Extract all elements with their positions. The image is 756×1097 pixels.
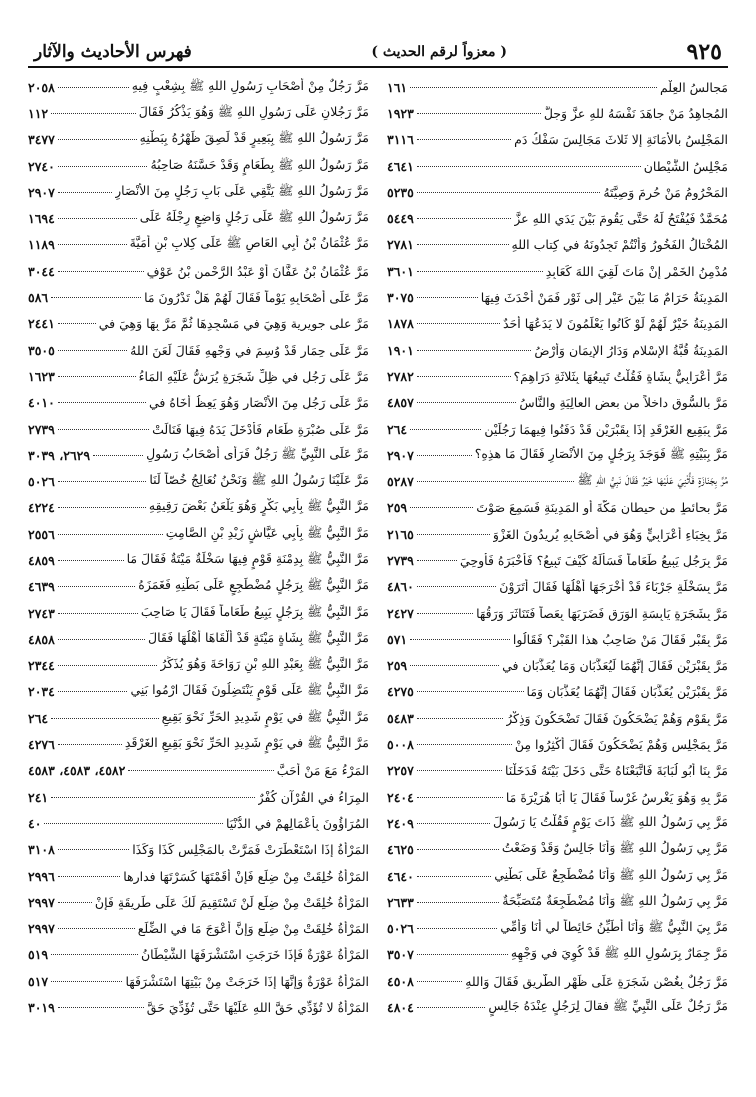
index-entry [387,705,728,731]
dot-leader [58,613,138,614]
dot-leader [58,928,135,929]
entry-text: مَرَّ النَّبِيُّ ﷺ بِشَاةٍ مَيْتَةٍ قَدْ أَلْقَاهَا أَهْلُهَا فَقَالَ [148,629,369,645]
entry-text: مَرَّ النَّبِيُّ ﷺ بِأَبِي عَيَّاشٍ زَيْدِ بْنِ الصَّامِتِ [165,524,369,540]
entry-text: مَرَّ رَجُلٌ مِنْ أَصْحَابِ رَسُولِ اللهِ ﷺ بِشِعْبٍ فِيهِ [131,77,369,93]
index-entry [387,994,728,1020]
hadith-number: ٤٦٤٠ [387,868,414,884]
hadith-number: ٢٤٤١ [28,316,55,332]
index-entry [387,337,728,363]
entry-text: مَرَّ بِقَوْمٍ وَهُمْ يَضْحَكُونَ فَقَالَ تَضْحَكُونَ وَذِكْرُ [506,710,728,726]
entry-text: مَرَّ أَعْرَابِيٌّ بِشَاةٍ فَقُلْتُ تَبِيعُهَا بِثَلاثَةِ دَرَاهِمَ؟ [513,368,728,384]
hadith-number: ٢٩٩٦ [28,868,55,884]
dot-leader [58,166,148,167]
index-entry [28,626,369,652]
dot-leader [58,902,92,903]
index-entry [28,74,369,100]
dot-leader [58,639,145,640]
entry-text: مَرَّ جِمَارٌ بِرَسُولِ اللهِ ﷺ قَدْ كُوِيَ في وَجْهِهِ [510,945,728,961]
entry-text: مَرَّ بِقَبْرَيْنِ يُعَذَّبَانِ فَقَالَ إِنَّهُمَا يُعَذَّبَانِ وَمَا [526,684,728,700]
hadith-number: ١٩٠١ [387,342,414,358]
index-entry [387,784,728,810]
index-entry [28,600,369,626]
hadith-number: ٥٢٣٥ [387,184,414,200]
dot-leader [58,534,163,535]
hadith-number: ٤٨٥٨ [28,631,55,647]
entry-text: مَرَّ عُثْمَانُ بْنُ أَبِي العَاصِ ﷺ عَلَى كِلابِ بْنِ أُمَيَّةَ [129,235,369,251]
index-entry [387,468,728,494]
hadith-number: ٣٥٠٥ [28,342,55,358]
entry-text: مَرَّ بِقَبْرَيْنِ فَقَالَ إِنَّهُمَا لَيُعَذَّبَانِ وَمَا يُعَذَّبَانِ في [502,658,728,674]
entry-text: مَرَّ بِقَبْرٍ فَقَالَ مَنْ صَاحِبُ هذا القَبْرِ؟ فَقَالُوا [512,631,728,647]
entry-text: مَرَّ عَلَى النَّبِيِّ ﷺ رَجُلٌ فَرَأَى أَصْحَابُ رَسُولِ [146,445,369,461]
hadith-number: ٢٩٩٧ [28,921,55,937]
hadith-number: ٣١٠٨ [28,842,55,858]
page-title: فهرس الأحاديث والآثار [34,42,192,62]
entry-text: المَرْأَةُ عَوْرَةٌ فَإِذَا خَرَجَتِ اسْتَشْرَفَهَا الشَّيْطَانُ [140,947,369,963]
hadith-number: ١٨٧٨ [387,316,414,332]
index-entry [387,153,728,179]
dot-leader [417,271,543,272]
index-entry [28,705,369,731]
entry-text: مَرَّ النَّبِيُّ ﷺ بِرَجُلٍ يَبِيعُ طَعَاماً فَقَالَ يَا صَاحِبَ [140,603,369,619]
entry-text: مَرَّ النَّبِيُّ ﷺ في يَوْمٍ شَدِيدِ الحَرِّ نَحْوَ بَقِيعِ الغَرْقَدِ [124,735,369,751]
entry-text: مَرَّ بِبَيْتِهِ ﷺ فَوَجَدَ بِرَجُلٍ مِنَ الأنْصَارِ فَقَالَ مَا هذِهِ؟ [474,445,728,461]
index-entry [387,574,728,600]
entry-text: مُرَّ بِجَنَازَةٍ فَأُثْنِيَ عَلَيْهَا خَيْرٌ فَقَالَ نَبِيُّ اللهِ ﷺ [577,472,728,488]
index-entry [387,863,728,889]
dot-leader [58,1007,144,1008]
hadith-number: ٢٤٢٧ [387,605,414,621]
hadith-number: ٢١٦٥ [387,526,414,542]
hadith-number: ١٦٩٤ [28,211,55,227]
index-entry [387,74,728,100]
dot-leader [51,297,141,298]
entry-text: مُحَمَّدٌ فَيُفْتَحُ لَهُ حَتَّى يَقُومَ بَيْنَ يَدَيِ اللهِ عزَّ [514,211,728,227]
entry-text: مَرَّ النَّبِيُّ ﷺ بِعَبْدِ اللهِ بْنِ رَوَاحَةَ وَهُوَ يُذَكِّرُ [160,656,369,672]
index-entry [28,232,369,258]
hadith-number: ٣٠٤٤ [28,263,55,279]
dot-leader [417,691,524,692]
header-subtitle: ( معزواً لرقم الحديث ) [371,44,507,60]
dot-leader [417,613,473,614]
index-entry [387,600,728,626]
hadith-number: ٤٥٠٨ [387,973,414,989]
dot-leader [417,244,509,245]
dot-leader [410,429,481,430]
hadith-number: ٢٩٠٧ [387,447,414,463]
dot-leader [58,271,144,272]
hadith-number: ٤٢٧٦ [28,737,55,753]
entry-text: مَرَّ بِخِبَاءِ أَعْرَابِيٍّ وَهُوَ في أَصْحَابِهِ يُرِيدُونَ الغَزْوَ [492,526,728,542]
hadith-number: ٢٧٤٠ [28,158,55,174]
index-entry [28,968,369,994]
index-entry [387,968,728,994]
entry-text: مَرَّ بِهِ وَهُوَ يَغْرِسُ غَرْساً فَقَالَ يَا أَبَا هُرَيْرَةَ مَا [505,789,728,805]
index-entry [387,311,728,337]
dot-leader [58,586,135,587]
dot-leader [51,113,136,114]
index-entry [28,547,369,573]
index-entry [387,889,728,915]
entry-text: مَرَّ رَجُلٌ عَلَى النَّبِيِّ ﷺ فقالَ لِرَجُلٍ عِنْدَهُ جَالِسٍ [488,998,728,1014]
dot-leader [93,455,143,456]
hadith-number: ٣٥٠٧ [387,947,414,963]
entry-text: مَجالسُ العِلْمِ [659,79,728,95]
entry-text: مَرَّ بِي رَسُولُ اللهِ ﷺ وَأَنَا مُضْطَجِعَةٌ مُتَصَبِّحَةٌ [502,892,728,908]
index-entry [387,232,728,258]
entry-text: مَرَّ عَلَى أَصْحَابِهِ يَوْماً فَقَالَ لَهُمْ هَلْ تَدْرُونَ مَا [144,290,369,306]
entry-text: مَرَّ عَلَيْنَا رَسُولُ اللهِ ﷺ وَنَحْنُ نُعَالِجُ خُصّاً لَنَا [149,472,369,488]
index-entry [387,653,728,679]
index-entry [28,758,369,784]
hadith-number: ٥٠٠٨ [387,737,414,753]
index-entry [28,442,369,468]
dot-leader [417,928,497,929]
index-entry [28,495,369,521]
hadith-number: ٣١١٦ [387,132,414,148]
dot-leader [417,770,502,771]
dot-leader [410,507,473,508]
entry-text: مَرَّ عَلَى رَجُلٍ في ظِلِّ شَجَرَةٍ يُرَشُّ عَلَيْهِ المَاءُ [138,368,369,384]
hadith-number: ٥١٩ [28,947,49,963]
dot-leader [58,376,136,377]
right-column [387,74,728,1065]
hadith-number: ٢٥٥٦ [28,526,55,542]
index-entry [387,442,728,468]
index-entry [28,468,369,494]
hadith-number: ٢٠٣٤ [28,684,55,700]
dot-leader [51,981,122,982]
index-entry [28,889,369,915]
dot-leader [417,297,478,298]
index-entry [387,363,728,389]
dot-leader [58,507,146,508]
dot-leader [128,770,273,771]
index-entry [387,837,728,863]
index-entry [28,574,369,600]
index-entry [387,758,728,784]
dot-leader [58,218,137,219]
index-entry [387,390,728,416]
entry-text: مَرَّ عَلَى صُبْرَةِ طَعَامٍ فَأَدْخَلَ يَدَهُ فِيهَا فَنَالَتْ [152,421,369,437]
hadith-number: ٥٠٢٦ [387,921,414,937]
left-column [28,74,369,1065]
dot-leader [417,402,516,403]
entry-text: مَرَّ عَلَى رَجُلٍ مِنَ الأنْصَارِ وَهُوَ يَعِظُ أَخَاهُ في [148,395,369,411]
index-entry [28,810,369,836]
entry-text: مَرَّ رَسُولُ اللهِ ﷺ بِبَعِيرٍ قَدْ لَصِقَ ظَهْرُهُ بِبَطْنِهِ [139,130,369,146]
hadith-number: ٢٧٨١ [387,237,414,253]
hadith-number: ٢٦٤ [387,421,408,437]
entry-text: مَرَّ بِيَ النَّبِيُّ ﷺ وَأَنَا أُطَيِّنُ حَائِطاً لي أَنَا وَأُمِّي [500,919,728,935]
hadith-number: ٢٧٨٢ [387,368,414,384]
index-entry [28,363,369,389]
hadith-number: ٥٧١ [387,631,408,647]
hadith-number: ٢٣٤٤ [28,658,55,674]
hadith-number: ٢٩٠٧ [28,184,55,200]
dot-leader [58,849,129,850]
dot-leader [417,218,511,219]
index-entry [28,837,369,863]
entry-text: مَرَّ رَسُولُ اللهِ ﷺ عَلَى رَجُلٍ وَاضِعٍ رِجْلَهُ عَلَى [139,209,369,225]
dot-leader [417,560,457,561]
index-entry [387,100,728,126]
index-entry [387,179,728,205]
hadith-number: ٤٥٨٢، ٤٥٨٣، ٤٥٨٣ [28,763,126,779]
dot-leader [58,323,96,324]
entry-text: مَرَّ بِنَا أَبُو لُبَابَةَ فَاتَّبَعْنَاهُ حَتَّى دَخَلَ بَيْتَهُ فَدَخَلْنَا [505,763,728,779]
dot-leader [58,429,149,430]
hadith-number: ٢٧٣٩ [28,421,55,437]
dot-leader [417,323,500,324]
entry-text: مَرَّ النَّبِيُّ ﷺ في يَوْمٍ شَدِيدِ الحَرِّ نَحْوَ بَقِيعِ [161,708,369,724]
entry-text: مَرَّ بِمَجْلِسٍ وَهُمْ يَضْحَكُونَ فَقَالَ أَكْثِرُوا مِنْ [514,737,728,753]
entry-text: المَدِينَةُ قُبَّةُ الإسْلامِ وَدَارُ الإيمَانِ وَأَرْضُ [534,342,728,358]
hadith-number: ١٦٢٣ [28,368,55,384]
entry-text: المَرْأَةُ إِذَا اسْتَعْطَرَتْ فَمَرَّتْ بالمَجْلِسِ كَذَا وَكَذَا [132,842,369,858]
dot-leader [417,192,601,193]
dot-leader [58,691,128,692]
index-entry [387,521,728,547]
index-entry [387,495,728,521]
hadith-number: ٢٥٩ [387,658,408,674]
hadith-number: ٥٤٨٣ [387,710,414,726]
index-entry [28,153,369,179]
entry-text: المُرَاؤُونَ بِأَعْمَالِهِمْ في الدُّنْيَا [225,815,369,831]
index-entry [28,679,369,705]
dot-leader [417,902,499,903]
dot-leader [417,876,491,877]
dot-leader [58,192,112,193]
hadith-number: ٤٦٣٩ [28,579,55,595]
entry-text: المُجاهِدُ مَنْ جاهَدَ نَفْسَهُ للهِ عزَّ وَجلَّ [543,105,728,121]
entry-text: المَرْأَةُ خُلِقَتْ مِنْ ضِلَعٍ وَإِنَّ أَعْوَجَ مَا في الضِّلَعِ [137,921,369,937]
hadith-number: ٢٦٤ [28,710,49,726]
hadith-number: ٢٢٥٧ [387,763,414,779]
hadith-number: ٤٢٢٤ [28,500,55,516]
index-entry [387,416,728,442]
index-entry [387,547,728,573]
dot-leader [417,113,541,114]
hadith-number: ٥٤٤٩ [387,211,414,227]
entry-text: مَرَّ النَّبِيُّ ﷺ بِرَجُلٍ مُضْطَجِعٍ عَلَى بَطْنِهِ فَغَمَزَهُ [138,577,369,593]
entry-text: المُخْتالُ الفَخُورُ وَأَنْتُمْ تَجِدُونَهُ في كِتابِ اللهِ [511,237,728,253]
entry-text: مَرَّ بِرَجُلٍ يَبِيعُ طَعَاماً فَسَأَلَهُ كَيْفَ تَبِيعُ؟ فَأَخْبَرَهُ فَأُوحِيَ [459,552,728,568]
hadith-number: ٢٧٤٣ [28,605,55,621]
dot-leader [417,481,574,482]
entry-text: مَرَّ على جويرية وَهِيَ في مَسْجِدِهَا ثُمَّ مَرَّ بِهَا وَهِيَ في [98,316,369,332]
entry-text: مَرَّ رَسُولُ اللهِ ﷺ بِطَعَامٍ وَقَدْ حَسَّنَهُ صَاحِبُهُ [150,156,369,172]
hadith-number: ٤٦٢٥ [387,842,414,858]
index-entry [28,205,369,231]
hadith-number: ٢٥٩ [387,500,408,516]
index-entry [28,784,369,810]
entry-text: مَرَّ بِبَقِيعِ الغَرْقَدِ إِذَا بِقَبْرَيْنِ قَدْ دَفَنُوا فِيهِمَا رَجُلَيْنِ [484,421,728,437]
index-entry [28,416,369,442]
index-entry [387,810,728,836]
hadith-number: ٤٨٠٤ [387,1000,414,1016]
entry-text: المَرْءُ مَعَ مَنْ أَحَبَّ [276,763,369,779]
index-entry [28,863,369,889]
entry-text: المَرْأَةُ خُلِقَتْ مِنْ ضِلَعٍ فَإِنْ أَقَمْتَهَا كَسَرْتَهَا فدارها [123,868,369,884]
hadith-number: ١١٨٩ [28,237,55,253]
entry-text: المَرْأَةُ لا تُؤَدِّي حَقَّ اللهِ عَلَيْهَا حَتَّى تُؤَدِّيَ حَقَّ [146,1000,369,1016]
hadith-number: ٣٠٧٥ [387,290,414,306]
dot-leader [410,639,510,640]
index-entry [28,258,369,284]
index-entry [387,679,728,705]
index-entry [28,100,369,126]
dot-leader [58,139,137,140]
hadith-number: ١٩٢٣ [387,105,414,121]
hadith-number: ٢٧٣٩ [387,552,414,568]
dot-leader [417,744,512,745]
entry-text: المِرَاءُ في القُرْآنِ كُفْرٌ [257,789,369,805]
hadith-number: ٥٨٦ [28,290,49,306]
entry-text: مَرَّ بالسُّوقِ داخلاً من بعضِ العالِيَةِ والنَّاسُ [519,395,728,411]
index-entry [387,731,728,757]
dot-leader [51,797,254,798]
dot-leader [417,586,496,587]
dot-leader [58,350,127,351]
hadith-number: ٣٤٧٧ [28,132,55,148]
index-entry [387,916,728,942]
hadith-number: ٣٦٠١ [387,263,414,279]
dot-leader [58,744,122,745]
index-entry [28,731,369,757]
hadith-number: ٣٠١٩ [28,1000,55,1016]
hadith-number: ٤٠ [28,815,42,831]
dot-leader [410,87,657,88]
entry-text: مَرَّ بِي رَسُولُ اللهِ ﷺ ذَاتَ يَوْمٍ فَقُلْتُ يَا رَسُولَ [492,813,728,829]
index-entry [28,311,369,337]
dot-leader [417,166,641,167]
entry-text: مَرَّ بِشَجَرَةٍ يَابِسَةِ الوَرَقِ فَضَرَبَهَا بِعَصاً فَتَنَاثَرَ وَرَقُهَا [476,605,728,621]
dot-leader [410,665,499,666]
dot-leader [58,244,127,245]
dot-leader [58,402,146,403]
index-entry [387,626,728,652]
dot-leader [417,139,511,140]
entry-text: مَجْلِسُ الشَّيْطانِ [643,158,728,174]
entry-text: مَرَّ بحائطٍ من حيطانِ مَكَّةَ أو المَدِينَةِ فَسَمِعَ صَوْتَ [476,500,728,516]
dot-leader [58,481,146,482]
entry-text: مَرَّ النَّبِيُّ ﷺ عَلَى قَوْمٍ يَنْتَضِلُونَ فَقَالَ ارْمُوا بَنِي [130,682,369,698]
index-entry [28,916,369,942]
hadith-number: ٤٢٧٥ [387,684,414,700]
entry-text: مَرَّ بِسَخْلَةٍ جَرْبَاءَ قَدْ أَخْرَجَهَا أَهْلُهَا فَقَالَ أَتَرَوْنَ [499,579,728,595]
entry-text: المَدِينَةُ حَرَامٌ مَا بَيْنَ عَيْرٍ إلى ثَوْرٍ فَمَنْ أَحْدَثَ فِيهَا [480,290,728,306]
index-entry [28,521,369,547]
dot-leader [58,87,129,88]
entry-text: مَرَّ النَّبِيُّ ﷺ بِأَبِي بَكْرٍ وَهُوَ يَلْعَنُ بَعْضَ رَقِيقِهِ [148,498,369,514]
hadith-number: ٤٨٥٩ [28,552,55,568]
entry-text: مَرَّ النَّبِيُّ ﷺ بِدِمْنَةِ قَوْمٍ فِيهَا سَخْلَةٌ مَيْتَةٌ فَقَالَ مَا [126,550,369,566]
hadith-number: ١١٢ [28,105,49,121]
entry-text: المَدِينَةُ خَيْرٌ لَهُمْ لَوْ كَانُوا يَعْلَمُونَ لا يَدَعُهَا أَحَدٌ [503,316,728,332]
hadith-number: ١٦١ [387,79,408,95]
entry-text: مَرَّ رَسُولُ اللهِ ﷺ يَتَّقِي عَلَى بَابِ رَجُلٍ مِنَ الأنْصَارِ [115,182,369,198]
dot-leader [417,350,531,351]
index-entry [387,127,728,153]
hadith-number: ٤٦٤١ [387,158,414,174]
dot-leader [417,823,490,824]
hadith-number: ٢٤٠٤ [387,789,414,805]
entry-text: مَرَّ رَجُلٌ بِغُصْنِ شَجَرَةٍ عَلَى ظَهْرِ الطَّرِيقِ فَقَالَ وَاللهِ [465,973,728,989]
hadith-number: ٢٩٩٧ [28,894,55,910]
dot-leader [417,376,511,377]
hadith-number: ٥٠٢٦ [28,474,55,490]
entry-text: المَرْأَةُ عَوْرَةٌ وَإِنَّهَا إِذَا خَرَجَتْ مِنْ بَيْتِهَا اسْتَشْرَفَهَا [125,973,369,989]
index-entry [387,205,728,231]
dot-leader [417,981,462,982]
dot-leader [417,849,499,850]
entry-text: المَجْلِسُ بالأمَانَةِ إلا ثَلاثَ مَجَالِسَ سَفْكُ دَمٍ [514,132,728,148]
dot-leader [58,560,124,561]
dot-leader [58,876,120,877]
hadith-number: ٢٠٥٨ [28,79,55,95]
dot-leader [417,718,503,719]
hadith-number: ٤٨٦٠ [387,579,414,595]
dot-leader [51,954,138,955]
page-header [28,38,728,68]
index-entry [28,653,369,679]
index-entry [28,390,369,416]
index-entry [28,337,369,363]
dot-leader [417,797,503,798]
hadith-number: ٢٦٣٣ [387,894,414,910]
dot-leader [44,823,223,824]
hadith-number: ٤٠١٠ [28,395,55,411]
index-entry [28,994,369,1020]
dot-leader [417,455,472,456]
index-entry [28,127,369,153]
hadith-number: ٥٢٨٧ [387,474,414,490]
index-entry [387,942,728,968]
index-entry [28,284,369,310]
page-number: ٩٢٥ [686,39,722,65]
dot-leader [58,665,158,666]
index-columns [28,74,728,1065]
entry-text: مَرَّ بِي رَسُولُ اللهِ ﷺ وَأَنَا مُضْطَجِعٌ عَلَى بَطْنِي [494,866,728,882]
hadith-number: ٥١٧ [28,973,49,989]
dot-leader [51,718,158,719]
entry-text: مَرَّ بِي رَسُولُ اللهِ ﷺ وَأَنَا جَالِسٌ وَقَدْ وَضَعْتُ [501,840,728,856]
entry-text: مَرَّ عَلَى حِمَارٍ قَدْ وُسِمَ في وَجْهِهِ فَقَالَ لَعَنَ اللهُ [130,342,369,358]
index-entry [387,258,728,284]
index-entry [28,179,369,205]
dot-leader [417,1007,485,1008]
hadith-number: ٢٤١ [28,789,49,805]
dot-leader [417,954,508,955]
hadith-number: ٤٨٥٧ [387,395,414,411]
entry-text: المَحْرُومُ مَنْ حُرِمَ وَصِيَّتَهُ [603,184,728,200]
entry-text: مَرَّ عُثْمَانُ بْنُ عَفَّانَ أَوْ عَبْدُ الرَّحْمنِ بْنُ عَوْفٍ [146,263,369,279]
entry-text: مُدْمِنُ الخَمْرِ إنْ مَاتَ لَقِيَ اللهَ كَعَابِدِ [545,263,728,279]
index-entry [387,284,728,310]
entry-text: المَرْأَةُ خُلِقَتْ مِنْ ضِلَعٍ لَنْ تَسْتَقِيمَ لَكَ عَلَى طَرِيقَةٍ فَإِنْ [94,894,369,910]
hadith-number: ٢٦٢٩، ٣٠٣٩ [28,447,91,463]
index-entry [28,942,369,968]
dot-leader [417,534,490,535]
hadith-number: ٢٤٠٩ [387,815,414,831]
entry-text: مَرَّ رَجُلانِ عَلَى رَسُولِ اللهِ ﷺ وَهُوَ يَذْكُرُ فَقَالَ [138,103,369,119]
